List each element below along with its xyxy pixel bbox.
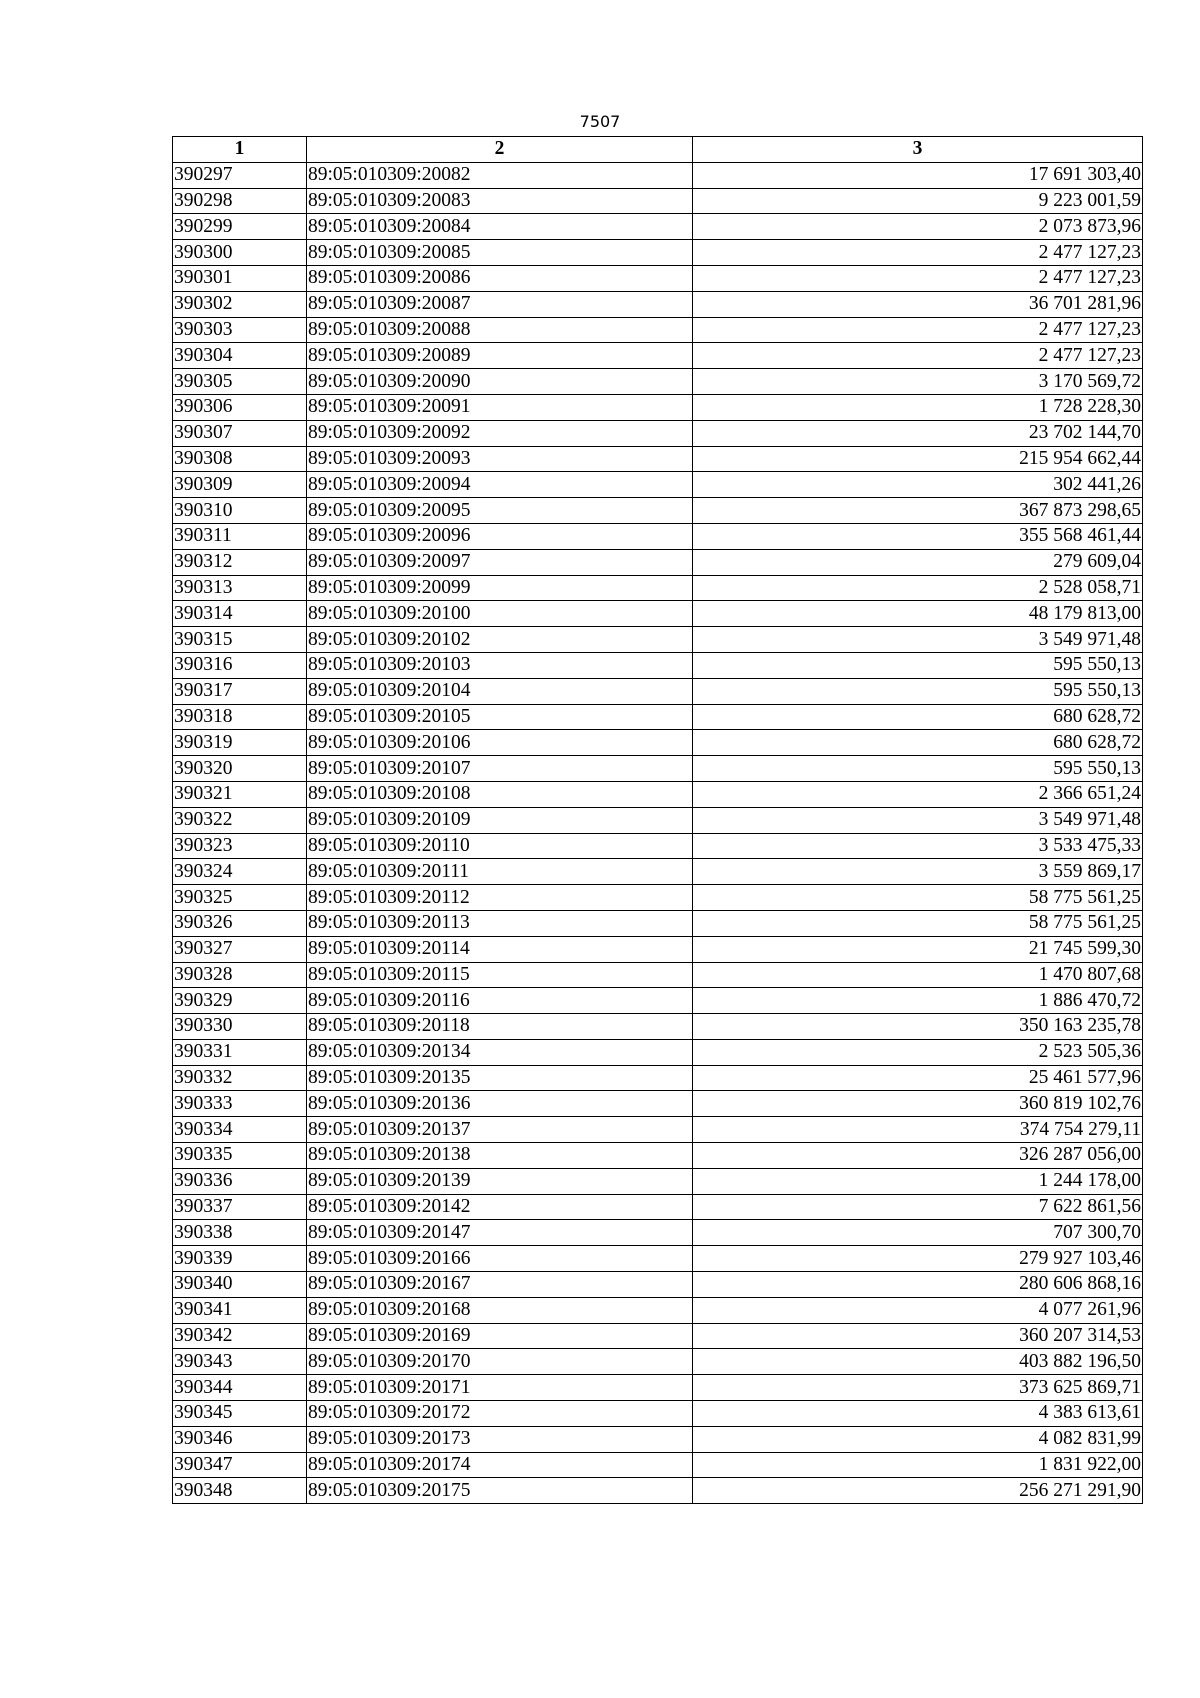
value-cell: 403 882 196,50: [693, 1349, 1143, 1375]
row-number-cell: 390322: [173, 807, 307, 833]
table-row: [173, 575, 1143, 601]
cadastral-number-cell: 89:05:010309:20096: [307, 523, 693, 549]
cadastral-number-cell: 89:05:010309:20116: [307, 988, 693, 1014]
value-cell: 23 702 144,70: [693, 420, 1143, 446]
value-cell: 302 441,26: [693, 472, 1143, 498]
row-number-cell: 390311: [173, 523, 307, 549]
value-cell: 3 533 475,33: [693, 833, 1143, 859]
table-row: [173, 498, 1143, 524]
header-row: [173, 137, 1143, 163]
value-cell: 2 523 505,36: [693, 1039, 1143, 1065]
table-row: [173, 1014, 1143, 1040]
table-row: [173, 1323, 1143, 1349]
value-cell: 256 271 291,90: [693, 1478, 1143, 1504]
cadastral-number-cell: 89:05:010309:20106: [307, 730, 693, 756]
table-row: [173, 807, 1143, 833]
value-cell: 9 223 001,59: [693, 188, 1143, 214]
row-number-cell: 390327: [173, 936, 307, 962]
cadastral-number-cell: 89:05:010309:20171: [307, 1375, 693, 1401]
cadastral-number-cell: 89:05:010309:20099: [307, 575, 693, 601]
row-number-cell: 390334: [173, 1117, 307, 1143]
row-number-cell: 390306: [173, 394, 307, 420]
value-cell: 17 691 303,40: [693, 162, 1143, 188]
cadastral-number-cell: 89:05:010309:20092: [307, 420, 693, 446]
table-row: [173, 394, 1143, 420]
row-number-cell: 390337: [173, 1194, 307, 1220]
row-number-cell: 390332: [173, 1065, 307, 1091]
table-row: [173, 265, 1143, 291]
value-cell: 58 775 561,25: [693, 910, 1143, 936]
data-table: [172, 136, 1143, 1504]
row-number-cell: 390315: [173, 627, 307, 653]
table-row: [173, 730, 1143, 756]
row-number-cell: 390329: [173, 988, 307, 1014]
cadastral-number-cell: 89:05:010309:20139: [307, 1168, 693, 1194]
cadastral-number-cell: 89:05:010309:20134: [307, 1039, 693, 1065]
value-cell: 215 954 662,44: [693, 446, 1143, 472]
row-number-cell: 390340: [173, 1272, 307, 1298]
row-number-cell: 390299: [173, 214, 307, 240]
row-number-cell: 390320: [173, 756, 307, 782]
cadastral-number-cell: 89:05:010309:20137: [307, 1117, 693, 1143]
row-number-cell: 390307: [173, 420, 307, 446]
page-number: 7507: [579, 112, 621, 131]
table-row: [173, 523, 1143, 549]
cadastral-number-cell: 89:05:010309:20170: [307, 1349, 693, 1375]
value-cell: 280 606 868,16: [693, 1272, 1143, 1298]
cadastral-number-cell: 89:05:010309:20109: [307, 807, 693, 833]
row-number-cell: 390328: [173, 962, 307, 988]
cadastral-number-cell: 89:05:010309:20173: [307, 1426, 693, 1452]
table-row: [173, 369, 1143, 395]
table-row: [173, 1117, 1143, 1143]
table-row: [173, 1272, 1143, 1298]
row-number-cell: 390325: [173, 885, 307, 911]
value-cell: 4 383 613,61: [693, 1401, 1143, 1427]
cadastral-number-cell: 89:05:010309:20169: [307, 1323, 693, 1349]
cadastral-number-cell: 89:05:010309:20107: [307, 756, 693, 782]
row-number-cell: 390308: [173, 446, 307, 472]
row-number-cell: 390343: [173, 1349, 307, 1375]
cadastral-number-cell: 89:05:010309:20089: [307, 343, 693, 369]
row-number-cell: 390304: [173, 343, 307, 369]
cadastral-number-cell: 89:05:010309:20104: [307, 678, 693, 704]
table-row: [173, 781, 1143, 807]
table-row: [173, 936, 1143, 962]
value-cell: 360 207 314,53: [693, 1323, 1143, 1349]
row-number-cell: 390314: [173, 601, 307, 627]
cadastral-number-cell: 89:05:010309:20086: [307, 265, 693, 291]
cadastral-number-cell: 89:05:010309:20138: [307, 1143, 693, 1169]
value-cell: 360 819 102,76: [693, 1091, 1143, 1117]
row-number-cell: 390345: [173, 1401, 307, 1427]
row-number-cell: 390326: [173, 910, 307, 936]
value-cell: 4 082 831,99: [693, 1426, 1143, 1452]
table-row: [173, 1168, 1143, 1194]
row-number-cell: 390342: [173, 1323, 307, 1349]
cadastral-number-cell: 89:05:010309:20175: [307, 1478, 693, 1504]
cadastral-number-cell: 89:05:010309:20088: [307, 317, 693, 343]
table-row: [173, 1143, 1143, 1169]
value-cell: 2 477 127,23: [693, 343, 1143, 369]
value-cell: 279 927 103,46: [693, 1246, 1143, 1272]
row-number-cell: 390348: [173, 1478, 307, 1504]
table-body: [173, 162, 1143, 1503]
value-cell: 355 568 461,44: [693, 523, 1143, 549]
value-cell: 3 170 569,72: [693, 369, 1143, 395]
row-number-cell: 390323: [173, 833, 307, 859]
cadastral-number-cell: 89:05:010309:20100: [307, 601, 693, 627]
value-cell: 1 470 807,68: [693, 962, 1143, 988]
value-cell: 680 628,72: [693, 704, 1143, 730]
value-cell: 3 559 869,17: [693, 859, 1143, 885]
value-cell: 2 528 058,71: [693, 575, 1143, 601]
value-cell: 595 550,13: [693, 756, 1143, 782]
row-number-cell: 390346: [173, 1426, 307, 1452]
row-number-cell: 390336: [173, 1168, 307, 1194]
value-cell: 3 549 971,48: [693, 627, 1143, 653]
value-cell: 1 244 178,00: [693, 1168, 1143, 1194]
row-number-cell: 390297: [173, 162, 307, 188]
cadastral-number-cell: 89:05:010309:20097: [307, 549, 693, 575]
value-cell: 3 549 971,48: [693, 807, 1143, 833]
table-row: [173, 1478, 1143, 1504]
cadastral-number-cell: 89:05:010309:20083: [307, 188, 693, 214]
table-row: [173, 988, 1143, 1014]
table-row: [173, 1401, 1143, 1427]
value-cell: 2 477 127,23: [693, 317, 1143, 343]
cadastral-number-cell: 89:05:010309:20174: [307, 1452, 693, 1478]
value-cell: 1 886 470,72: [693, 988, 1143, 1014]
cadastral-number-cell: 89:05:010309:20114: [307, 936, 693, 962]
cadastral-number-cell: 89:05:010309:20090: [307, 369, 693, 395]
row-number-cell: 390301: [173, 265, 307, 291]
row-number-cell: 390318: [173, 704, 307, 730]
cadastral-number-cell: 89:05:010309:20102: [307, 627, 693, 653]
table-row: [173, 704, 1143, 730]
table-row: [173, 188, 1143, 214]
table-row: [173, 1452, 1143, 1478]
cadastral-number-cell: 89:05:010309:20118: [307, 1014, 693, 1040]
value-cell: 680 628,72: [693, 730, 1143, 756]
row-number-cell: 390319: [173, 730, 307, 756]
cadastral-number-cell: 89:05:010309:20095: [307, 498, 693, 524]
table-row: [173, 652, 1143, 678]
row-number-cell: 390324: [173, 859, 307, 885]
cadastral-number-cell: 89:05:010309:20172: [307, 1401, 693, 1427]
value-cell: 4 077 261,96: [693, 1297, 1143, 1323]
value-cell: 2 477 127,23: [693, 265, 1143, 291]
value-cell: 279 609,04: [693, 549, 1143, 575]
table-row: [173, 910, 1143, 936]
row-number-cell: 390330: [173, 1014, 307, 1040]
table-row: [173, 885, 1143, 911]
table-row: [173, 627, 1143, 653]
cadastral-number-cell: 89:05:010309:20136: [307, 1091, 693, 1117]
cadastral-number-cell: 89:05:010309:20113: [307, 910, 693, 936]
row-number-cell: 390338: [173, 1220, 307, 1246]
table-header: [173, 137, 1143, 163]
value-cell: 595 550,13: [693, 678, 1143, 704]
table-row: [173, 678, 1143, 704]
table-row: [173, 1297, 1143, 1323]
value-cell: 373 625 869,71: [693, 1375, 1143, 1401]
cadastral-number-cell: 89:05:010309:20084: [307, 214, 693, 240]
cadastral-number-cell: 89:05:010309:20085: [307, 240, 693, 266]
value-cell: 374 754 279,11: [693, 1117, 1143, 1143]
cadastral-number-cell: 89:05:010309:20142: [307, 1194, 693, 1220]
column-header-3: 3: [693, 137, 1143, 163]
row-number-cell: 390312: [173, 549, 307, 575]
value-cell: 1 831 922,00: [693, 1452, 1143, 1478]
row-number-cell: 390305: [173, 369, 307, 395]
value-cell: 7 622 861,56: [693, 1194, 1143, 1220]
row-number-cell: 390335: [173, 1143, 307, 1169]
table-row: [173, 1194, 1143, 1220]
table-row: [173, 343, 1143, 369]
value-cell: 367 873 298,65: [693, 498, 1143, 524]
row-number-cell: 390303: [173, 317, 307, 343]
table-row: [173, 446, 1143, 472]
row-number-cell: 390302: [173, 291, 307, 317]
table-row: [173, 962, 1143, 988]
value-cell: 2 366 651,24: [693, 781, 1143, 807]
cadastral-number-cell: 89:05:010309:20115: [307, 962, 693, 988]
cadastral-number-cell: 89:05:010309:20168: [307, 1297, 693, 1323]
table-row: [173, 833, 1143, 859]
value-cell: 1 728 228,30: [693, 394, 1143, 420]
cadastral-number-cell: 89:05:010309:20087: [307, 291, 693, 317]
row-number-cell: 390331: [173, 1039, 307, 1065]
cadastral-number-cell: 89:05:010309:20091: [307, 394, 693, 420]
row-number-cell: 390339: [173, 1246, 307, 1272]
column-header-1: 1: [173, 137, 307, 163]
value-cell: 350 163 235,78: [693, 1014, 1143, 1040]
table-row: [173, 1349, 1143, 1375]
cadastral-number-cell: 89:05:010309:20105: [307, 704, 693, 730]
row-number-cell: 390313: [173, 575, 307, 601]
table-row: [173, 420, 1143, 446]
table-row: [173, 549, 1143, 575]
column-header-2: 2: [307, 137, 693, 163]
table-row: [173, 162, 1143, 188]
table-row: [173, 1246, 1143, 1272]
cadastral-number-cell: 89:05:010309:20147: [307, 1220, 693, 1246]
cadastral-number-cell: 89:05:010309:20103: [307, 652, 693, 678]
table-row: [173, 472, 1143, 498]
row-number-cell: 390333: [173, 1091, 307, 1117]
row-number-cell: 390298: [173, 188, 307, 214]
cadastral-number-cell: 89:05:010309:20093: [307, 446, 693, 472]
cadastral-number-cell: 89:05:010309:20110: [307, 833, 693, 859]
table-row: [173, 214, 1143, 240]
row-number-cell: 390321: [173, 781, 307, 807]
table-row: [173, 1091, 1143, 1117]
cadastral-number-cell: 89:05:010309:20112: [307, 885, 693, 911]
table-row: [173, 859, 1143, 885]
row-number-cell: 390300: [173, 240, 307, 266]
row-number-cell: 390347: [173, 1452, 307, 1478]
table-row: [173, 1220, 1143, 1246]
table-row: [173, 601, 1143, 627]
value-cell: 707 300,70: [693, 1220, 1143, 1246]
table-row: [173, 240, 1143, 266]
value-cell: 25 461 577,96: [693, 1065, 1143, 1091]
value-cell: 326 287 056,00: [693, 1143, 1143, 1169]
value-cell: 48 179 813,00: [693, 601, 1143, 627]
table-row: [173, 1426, 1143, 1452]
cadastral-number-cell: 89:05:010309:20135: [307, 1065, 693, 1091]
cadastral-number-cell: 89:05:010309:20108: [307, 781, 693, 807]
table-row: [173, 1375, 1143, 1401]
cadastral-number-cell: 89:05:010309:20167: [307, 1272, 693, 1298]
value-cell: 595 550,13: [693, 652, 1143, 678]
row-number-cell: 390310: [173, 498, 307, 524]
row-number-cell: 390309: [173, 472, 307, 498]
value-cell: 21 745 599,30: [693, 936, 1143, 962]
cadastral-number-cell: 89:05:010309:20082: [307, 162, 693, 188]
table-row: [173, 756, 1143, 782]
value-cell: 36 701 281,96: [693, 291, 1143, 317]
table-row: [173, 1039, 1143, 1065]
row-number-cell: 390317: [173, 678, 307, 704]
table-row: [173, 291, 1143, 317]
table-row: [173, 1065, 1143, 1091]
cadastral-number-cell: 89:05:010309:20111: [307, 859, 693, 885]
cadastral-number-cell: 89:05:010309:20166: [307, 1246, 693, 1272]
row-number-cell: 390344: [173, 1375, 307, 1401]
row-number-cell: 390341: [173, 1297, 307, 1323]
value-cell: 2 477 127,23: [693, 240, 1143, 266]
table-row: [173, 317, 1143, 343]
value-cell: 2 073 873,96: [693, 214, 1143, 240]
row-number-cell: 390316: [173, 652, 307, 678]
cadastral-number-cell: 89:05:010309:20094: [307, 472, 693, 498]
value-cell: 58 775 561,25: [693, 885, 1143, 911]
